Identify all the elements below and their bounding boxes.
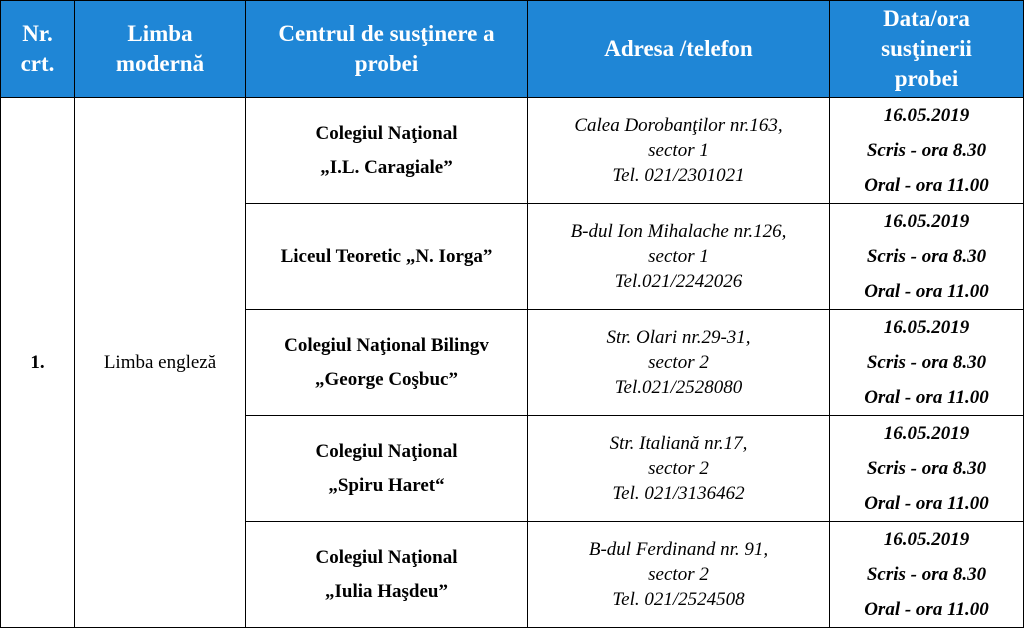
center-line: „Iulia Haşdeu”	[324, 580, 448, 602]
oral-exam-time: Oral - ora 11.00	[864, 387, 989, 408]
header-nr-line: Nr.	[22, 21, 53, 46]
oral-exam-time: Oral - ora 11.00	[864, 175, 989, 196]
header-nr	[1, 1, 75, 98]
address-line: sector 1	[648, 246, 709, 267]
table-row	[1, 98, 1024, 204]
address-line: sector 2	[648, 564, 709, 585]
header-center-line: probei	[354, 51, 419, 76]
address-cell	[528, 522, 830, 628]
address-line: sector 2	[648, 352, 709, 373]
datetime-cell	[830, 416, 1024, 522]
address-line: Str. Italiană nr.17,	[609, 433, 748, 454]
header-datetime-line: probei	[894, 66, 959, 91]
header-language-line: modernă	[115, 51, 205, 76]
center-line: „George Coşbuc”	[314, 368, 458, 390]
phone-line: Tel.021/2242026	[614, 271, 743, 292]
exam-date: 16.05.2019	[883, 529, 970, 550]
oral-exam-time: Oral - ora 11.00	[864, 493, 989, 514]
center-cell	[246, 310, 528, 416]
center-cell	[246, 522, 528, 628]
header-datetime-line: Data/ora	[883, 6, 970, 31]
address-cell	[528, 416, 830, 522]
center-cell	[246, 416, 528, 522]
row-number: 1.	[1, 98, 75, 628]
phone-line: Tel. 021/2524508	[612, 589, 745, 610]
header-datetime-line: susţinerii	[881, 36, 972, 61]
header-datetime	[830, 1, 1024, 98]
written-exam-time: Scris - ora 8.30	[866, 352, 987, 373]
center-line: Liceul Teoretic „N. Iorga”	[280, 245, 493, 267]
phone-line: Tel. 021/2301021	[612, 165, 745, 186]
phone-line: Tel.021/2528080	[614, 377, 743, 398]
written-exam-time: Scris - ora 8.30	[866, 246, 987, 267]
address-line: B-dul Ferdinand nr. 91,	[588, 539, 769, 560]
header-language-line: Limba	[127, 21, 193, 46]
address-line: Calea Dorobanţilor nr.163,	[574, 115, 783, 136]
written-exam-time: Scris - ora 8.30	[866, 140, 987, 161]
center-line: Colegiul Naţional Bilingv	[284, 334, 489, 356]
header-center-line: Centrul de susţinere a	[278, 21, 495, 46]
phone-line: Tel. 021/3136462	[612, 483, 745, 504]
header-address-line: Adresa /telefon	[604, 36, 753, 61]
center-cell	[246, 204, 528, 310]
address-cell	[528, 98, 830, 204]
exam-date: 16.05.2019	[883, 423, 970, 444]
center-line: Colegiul Naţional	[315, 122, 458, 144]
address-line: B-dul Ion Mihalache nr.126,	[570, 221, 787, 242]
center-line: „I.L. Caragiale”	[320, 156, 453, 178]
center-line: Colegiul Naţional	[315, 546, 458, 568]
exam-date: 16.05.2019	[883, 317, 970, 338]
address-line: sector 1	[648, 140, 709, 161]
address-line: Str. Olari nr.29-31,	[606, 327, 751, 348]
datetime-cell	[830, 310, 1024, 416]
center-line: „Spiru Haret“	[328, 474, 445, 496]
center-cell	[246, 98, 528, 204]
header-address	[528, 1, 830, 98]
written-exam-time: Scris - ora 8.30	[866, 564, 987, 585]
datetime-cell	[830, 98, 1024, 204]
address-line: sector 2	[648, 458, 709, 479]
header-row	[1, 1, 1024, 98]
center-line: Colegiul Naţional	[315, 440, 458, 462]
exam-date: 16.05.2019	[883, 211, 970, 232]
written-exam-time: Scris - ora 8.30	[866, 458, 987, 479]
oral-exam-time: Oral - ora 11.00	[864, 599, 989, 620]
datetime-cell	[830, 204, 1024, 310]
language-cell: Limba engleză	[75, 98, 246, 628]
datetime-cell	[830, 522, 1024, 628]
address-cell	[528, 204, 830, 310]
oral-exam-time: Oral - ora 11.00	[864, 281, 989, 302]
header-language	[75, 1, 246, 98]
address-cell	[528, 310, 830, 416]
exam-date: 16.05.2019	[883, 105, 970, 126]
header-center	[246, 1, 528, 98]
header-nr-line: crt.	[20, 51, 55, 76]
